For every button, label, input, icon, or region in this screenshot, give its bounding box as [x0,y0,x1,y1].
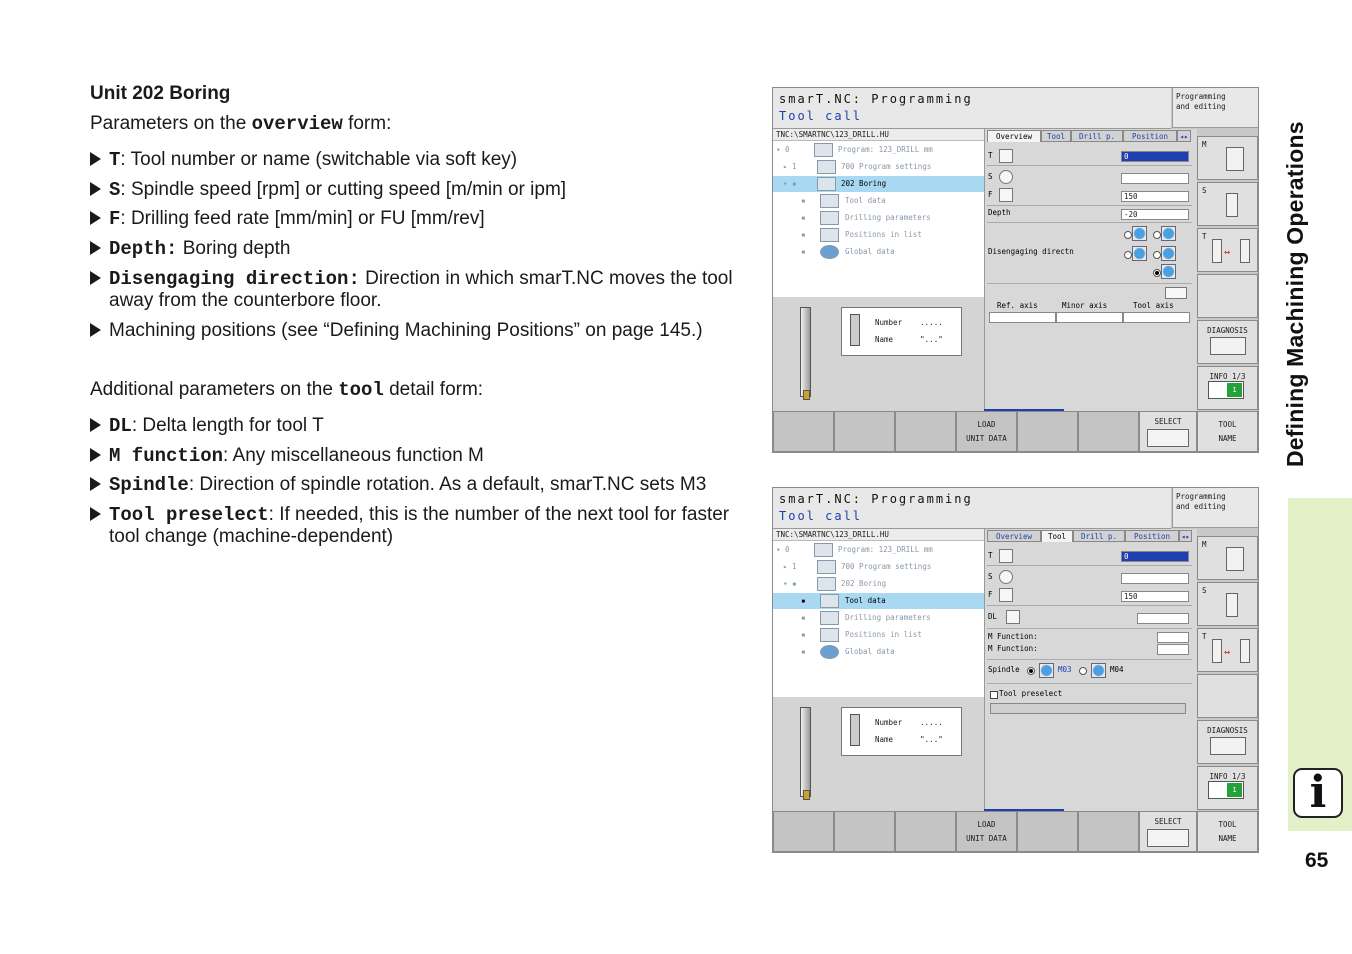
direction-minus-x-icon [1132,226,1147,241]
param-code: Spindle [109,474,189,496]
softkey-label: TOOL [1218,420,1237,429]
param-text: : If needed, this is the number of the next tool for faster tool change (machine-dependent) [109,504,730,547]
bottom-softkey-3[interactable] [895,411,956,452]
divider [987,165,1192,166]
triangle-bullet-icon [90,241,101,255]
divider [987,605,1192,606]
input-m-function-2[interactable] [1157,644,1189,655]
intro-text-end: form: [342,113,392,134]
tree-node-num: ▪ [801,613,806,622]
mode-indicator [1172,488,1258,528]
number-row [875,718,943,727]
tree-node-label: 202 Boring [841,579,887,588]
program-tree [773,529,984,697]
param-item-m-function [90,445,750,467]
mode-indicator [1172,88,1258,128]
intro-text-end: detail form: [383,379,484,400]
input-f[interactable]: 150 [1121,591,1189,602]
divider [987,205,1192,206]
intro-code: tool [338,379,384,401]
softkey-label: NAME [1218,834,1237,843]
tree-node-num: ▾ 0 [776,145,790,154]
number-label: Number [875,718,903,727]
tool-icon [820,594,839,608]
softkey-label: S [1202,586,1207,595]
row-t [988,149,993,163]
divider [987,565,1192,566]
tree-node-label: Positions in list [845,230,922,239]
param-code: DL [109,415,132,437]
spindle-icon [1226,593,1238,617]
load-unit-data-button[interactable] [956,811,1017,852]
tool-name-button[interactable] [1197,811,1258,852]
tool-info-box [841,707,962,756]
bottom-softkey-5[interactable] [1017,411,1078,452]
input-s[interactable] [1121,573,1189,584]
tool-info-box [841,307,962,356]
param-item-f [90,208,750,230]
tree-node-label: 202 Boring [841,179,887,188]
tree-node-num: ▪ [801,647,806,656]
input-f[interactable]: 150 [1121,191,1189,202]
tab-drill[interactable]: Drill p. [1071,130,1123,142]
name-value: "..." [920,335,943,344]
info-icon: i [1293,768,1343,818]
window-title: smarT.NC: Programming [779,92,973,106]
tree-node-num: ▪ [801,596,806,605]
row-s [988,570,993,584]
tree-node-num: ▾ 0 [776,545,790,554]
label-s: S [988,572,993,581]
bottom-softkey-6[interactable] [1078,411,1139,452]
spindle-s-icon[interactable] [999,570,1013,584]
softkey-t[interactable] [1197,628,1258,672]
name-row [875,335,943,344]
softkey-label: SELECT [1154,817,1182,826]
softkey-label: T [1202,232,1207,241]
tab-overview[interactable]: Overview [987,130,1041,142]
tree-node-program[interactable] [773,142,984,158]
tool-preselect-label: Tool preselect [999,689,1063,698]
label-dl: DL [988,612,998,621]
row-t [988,549,993,563]
bottom-softkey-2[interactable] [834,411,895,452]
axis-icon [1165,287,1187,299]
positions-icon [820,628,839,642]
direction-z-icon [1161,264,1176,279]
triangle-bullet-icon [90,418,101,432]
m03-label: M03 [1058,665,1072,674]
softkey-label: M [1202,540,1207,549]
name-label: Name [875,735,894,744]
bottom-softkey-1[interactable] [773,811,834,852]
tool-form [984,529,1197,811]
select-tool-icon [1147,429,1189,447]
boring-icon [817,577,836,591]
axis-ref-label: Ref. axis [997,301,1038,310]
softkey-s[interactable] [1197,582,1258,626]
label-f: F [988,590,993,599]
param-item-tool-preselect [90,504,750,548]
triangle-bullet-icon [90,182,101,196]
param-item-disengage [90,268,750,312]
tab-scroll-arrows[interactable]: ◂▸ [1177,130,1191,142]
tree-node-num: ▸ 1 [783,162,797,171]
tool-change-icon [1212,639,1222,663]
tab-tool[interactable]: Tool [1041,130,1071,142]
arrow-icon: ↔ [1224,647,1231,658]
tool-mini-icon [850,314,860,346]
radio-m04[interactable] [1079,667,1087,675]
tree-node-label: Program: 123_DRILL mm [838,545,933,554]
radio-dir-5[interactable] [1153,269,1161,277]
input-tool-preselect[interactable] [990,703,1186,714]
window-subtitle: Tool call [779,109,863,123]
softkey-label: SELECT [1154,417,1182,426]
tree-node-label: Program: 123_DRILL mm [838,145,933,154]
program-tree [773,129,984,297]
triangle-bullet-icon [90,211,101,225]
divider [987,659,1192,660]
softkey-label: M [1202,140,1207,149]
tree-node-label: Tool data [845,196,886,205]
number-value: ..... [920,318,943,327]
row-disengage [988,245,1074,259]
mode-line: Programming [1176,92,1226,101]
softkey-s[interactable] [1197,182,1258,226]
radio-dir-3[interactable] [1124,251,1132,259]
param-text: Boring depth [177,238,291,259]
tool-change-icon [1240,239,1250,263]
delta-length-icon [1006,610,1020,624]
param-item-s [90,179,750,201]
tree-node-num: ▪ [801,630,806,639]
settings-icon [817,160,836,174]
bottom-softkey-2[interactable] [834,811,895,852]
direction-plus-x-icon [1161,226,1176,241]
tree-node-label: 700 Program settings [841,562,932,571]
file-path: TNC:\SMARTNC\123_DRILL.HU [773,129,984,141]
softkey-m[interactable] [1197,136,1258,180]
tool-preview [773,697,984,811]
axis-minor-label: Minor axis [1062,301,1108,310]
m-function-icon [1226,147,1244,171]
row-m-function-2: M Function: [988,644,1038,653]
softkey-label: LOAD [977,820,996,829]
param-item-t [90,149,750,171]
tab-overview[interactable]: Overview [987,530,1041,542]
softkey-label: DIAGNOSIS [1207,326,1248,335]
radio-dir-2[interactable] [1153,231,1161,239]
tree-node-positions[interactable] [773,627,984,643]
screenshot-tool [772,487,1259,853]
triangle-bullet-icon [90,271,101,285]
tool-t-icon[interactable] [999,149,1013,163]
param-text: : Tool number or name (switchable via soft key) [120,149,518,170]
tool-change-icon [1212,239,1222,263]
detail-intro [90,379,750,401]
intro-text: Parameters on the [90,113,252,134]
input-s[interactable] [1121,173,1189,184]
param-code: S [109,179,121,201]
m04-label: M04 [1110,665,1124,674]
param-item-depth [90,238,750,260]
param-code: T [109,149,121,171]
tool-t-icon[interactable] [999,549,1013,563]
globe-icon [820,245,839,259]
spindle-ccw-icon [1091,663,1106,678]
mode-line: and editing [1176,502,1226,511]
tree-node-positions[interactable] [773,227,984,243]
triangle-bullet-icon [90,152,101,166]
param-text: : Any miscellaneous function M [223,445,484,466]
label-t: T [988,151,993,160]
tool-graphic [800,307,811,397]
param-text: Direction in which smarT.NC moves the tool away from the counterbore floor. [109,268,733,311]
select-button[interactable] [1139,811,1197,852]
param-item-positions [90,320,750,342]
tree-node-settings[interactable] [773,559,984,575]
tree-node-num: ▪ [801,247,806,256]
tree-node-global[interactable] [773,644,984,660]
window-subtitle: Tool call [779,509,863,523]
param-text: Machining positions (see “Defining Machining Positions” on page 145.) [109,320,703,341]
label-t: T [988,551,993,560]
softkey-label: UNIT DATA [966,834,1007,843]
input-t[interactable]: 0 [1121,551,1189,562]
input-dl[interactable] [1137,613,1189,624]
input-minor-axis[interactable] [1056,312,1123,323]
tool-mini-icon [850,714,860,746]
softkey-empty[interactable] [1197,274,1258,318]
param-code: M function [109,445,224,467]
row-dl [988,610,997,624]
softkey-info[interactable] [1197,766,1258,810]
file-path: TNC:\SMARTNC\123_DRILL.HU [773,529,984,541]
number-value: ..... [920,718,943,727]
intro-code: overview [251,113,343,135]
divider [987,683,1192,684]
param-text: : Delta length for tool T [131,415,324,436]
tree-node-global[interactable] [773,244,984,260]
input-ref-axis[interactable] [989,312,1056,323]
input-t[interactable]: 0 [1121,151,1189,162]
softkey-label: T [1202,632,1207,641]
mode-line: and editing [1176,102,1226,111]
softkey-label: LOAD [977,420,996,429]
input-m-function-1[interactable] [1157,632,1189,643]
direction-plus-y-icon [1161,246,1176,261]
label-disengage: Disengaging directn [988,247,1074,256]
bottom-softkey-1[interactable] [773,411,834,452]
row-s [988,170,993,184]
param-code: Disengaging direction: [109,268,360,290]
spindle-s-icon[interactable] [999,170,1013,184]
tool-change-icon [1240,639,1250,663]
boring-icon [817,177,836,191]
tree-node-tool-data[interactable] [773,193,984,209]
number-row [875,318,943,327]
row-depth [988,206,1011,220]
radio-dir-4[interactable] [1153,251,1161,259]
spindle-cw-icon [1039,663,1054,678]
program-icon [814,543,833,557]
spindle-icon [1226,193,1238,217]
triangle-bullet-icon [90,477,101,491]
tree-node-num: ▪ [801,230,806,239]
softkey-diagnosis[interactable] [1197,320,1258,364]
softkey-m[interactable] [1197,536,1258,580]
arrow-icon: ↔ [1224,247,1231,258]
input-depth[interactable]: -20 [1121,209,1189,220]
softkey-label: DIAGNOSIS [1207,726,1248,735]
tree-node-settings[interactable] [773,159,984,175]
number-label: Number [875,318,903,327]
softkey-diagnosis[interactable] [1197,720,1258,764]
triangle-bullet-icon [90,448,101,462]
softkey-label: S [1202,186,1207,195]
overview-intro [90,113,750,135]
name-value: "..." [920,735,943,744]
feed-f-icon[interactable] [999,588,1013,602]
divider [987,628,1192,629]
tree-node-label: 700 Program settings [841,162,932,171]
window-title: smarT.NC: Programming [779,492,973,506]
softkey-info[interactable] [1197,366,1258,410]
tree-node-boring[interactable] [773,576,984,592]
drilling-icon [820,211,839,225]
tree-node-tool-data[interactable] [773,593,984,609]
param-item-dl [90,415,750,437]
tree-node-boring[interactable] [773,176,984,192]
bottom-softkey-5[interactable] [1017,811,1078,852]
overview-form [984,129,1197,411]
param-code: Tool preselect [109,504,269,526]
tree-node-num: ▪ [801,213,806,222]
softkey-label: TOOL [1218,820,1237,829]
tree-node-label: Global data [845,247,895,256]
label-s: S [988,172,993,181]
row-f [988,588,993,602]
row-m-function-1: M Function: [988,632,1038,641]
tree-node-program[interactable] [773,542,984,558]
tab-drill[interactable]: Drill p. [1073,530,1125,542]
tree-node-label: Tool data [845,596,886,605]
window-header [773,88,1171,129]
axis-tool-label: Tool axis [1133,301,1174,310]
softkey-label: UNIT DATA [966,434,1007,443]
radio-m03[interactable] [1027,667,1035,675]
tree-node-label: Drilling parameters [845,213,931,222]
load-unit-data-button[interactable] [956,411,1017,452]
feed-f-icon[interactable] [999,188,1013,202]
label-f: F [988,190,993,199]
globe-icon [820,645,839,659]
diagnosis-icon [1210,737,1246,755]
tab-position[interactable]: Position [1125,530,1179,542]
tab-position[interactable]: Position [1123,130,1177,142]
mode-line: Programming [1176,492,1226,501]
drilling-icon [820,611,839,625]
row-f [988,188,993,202]
name-row [875,735,943,744]
input-tool-axis[interactable] [1123,312,1190,323]
diagnosis-icon [1210,337,1246,355]
softkey-label: INFO 1/3 [1209,772,1246,781]
info-icon [1208,381,1244,399]
screenshot-overview [772,87,1259,453]
row-spindle [988,663,1020,677]
tool-preview [773,297,984,411]
select-button[interactable] [1139,411,1197,452]
tool-icon [820,194,839,208]
form-tabs [987,530,1197,542]
tree-node-num: ▾ ▪ [783,579,797,588]
name-label: Name [875,335,894,344]
tool-name-button[interactable] [1197,411,1258,452]
form-tabs [987,130,1197,142]
param-code: Depth: [109,238,178,260]
label-depth: Depth [988,208,1011,217]
tree-node-label: Positions in list [845,630,922,639]
bottom-softkey-6[interactable] [1078,811,1139,852]
param-code: F [109,208,121,230]
tab-scroll-arrows[interactable]: ◂▸ [1180,532,1191,541]
tree-node-num: ▸ 1 [783,562,797,571]
softkey-label: NAME [1218,434,1237,443]
softkey-empty[interactable] [1197,674,1258,718]
intro-text: Additional parameters on the [90,379,339,400]
param-text: : Drilling feed rate [mm/min] or FU [mm/rev] [120,208,485,229]
label-spindle: Spindle [988,665,1020,674]
softkey-label: INFO 1/3 [1209,372,1246,381]
tree-node-num: ▾ ▪ [783,179,797,188]
param-text: : Spindle speed [rpm] or cutting speed [m/min or ipm] [120,179,567,200]
param-text: : Direction of spindle rotation. As a default, smarT.NC sets M3 [188,474,707,495]
section-title: Unit 202 Boring [90,83,231,104]
divider [987,222,1192,223]
tree-node-label: Global data [845,647,895,656]
radio-dir-1[interactable] [1124,231,1132,239]
settings-icon [817,560,836,574]
info-icon [1208,781,1244,799]
tool-preselect-checkbox[interactable] [990,691,998,699]
bottom-softkey-3[interactable] [895,811,956,852]
tree-node-drilling[interactable] [773,210,984,226]
window-header [773,488,1171,529]
divider [987,283,1192,284]
tool-graphic [800,707,811,797]
page-number: 65 [1305,849,1329,872]
tree-node-num: ▪ [801,196,806,205]
triangle-bullet-icon [90,323,101,337]
positions-icon [820,228,839,242]
tab-tool[interactable]: Tool [1041,530,1073,542]
triangle-bullet-icon [90,507,101,521]
m-function-icon [1226,547,1244,571]
tree-node-label: Drilling parameters [845,613,931,622]
softkey-t[interactable] [1197,228,1258,272]
tree-node-drilling[interactable] [773,610,984,626]
chapter-title: Defining Machining Operations [1282,121,1308,467]
param-item-spindle [90,474,750,496]
program-icon [814,143,833,157]
direction-minus-y-icon [1132,246,1147,261]
select-tool-icon [1147,829,1189,847]
